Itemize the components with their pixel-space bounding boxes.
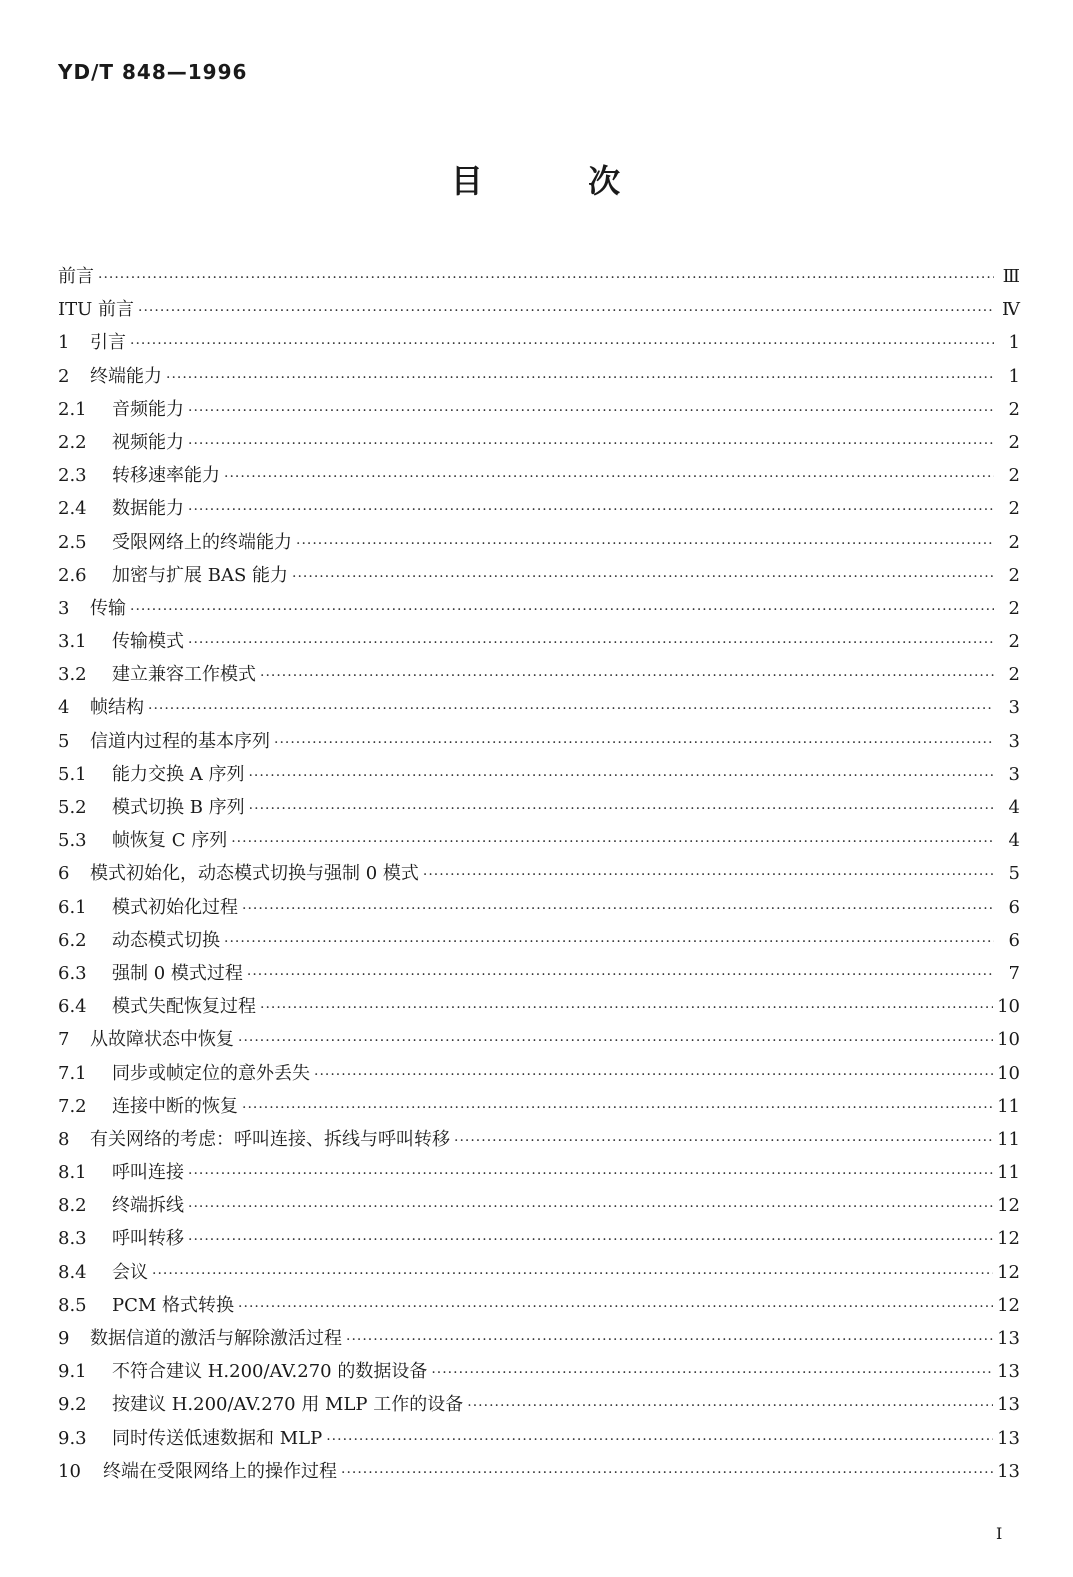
toc-entry-page: 4 — [1008, 830, 1020, 852]
toc-entry[interactable] — [58, 260, 1020, 293]
toc-entry-number: 8.1 — [58, 1162, 87, 1184]
toc-entry[interactable] — [58, 1222, 1020, 1255]
dot-leader — [166, 362, 994, 395]
toc-entry-number: 9.1 — [58, 1361, 87, 1383]
toc-entry-number: 2.2 — [58, 431, 87, 453]
toc-entry[interactable] — [58, 957, 1020, 990]
toc-entry-number: 6 — [58, 863, 70, 885]
toc-entry-number: 4 — [58, 697, 70, 719]
toc-entry-number: 3.1 — [58, 631, 87, 653]
dot-leader — [238, 1025, 993, 1058]
toc-entry-page: 1 — [1008, 365, 1020, 387]
dot-leader — [341, 1457, 993, 1490]
toc-entry-title: 受限网络上的终端能力 — [112, 531, 292, 553]
toc-entry[interactable] — [58, 1057, 1020, 1090]
toc-entry-page: 12 — [997, 1261, 1020, 1283]
toc-entry-page: 13 — [997, 1460, 1020, 1482]
page-title: 目 次 — [450, 162, 623, 200]
toc-entry-page: 2 — [1008, 498, 1020, 520]
toc-entry-number: 5 — [58, 730, 70, 752]
toc-entry-title: 帧恢复 C 序列 — [112, 830, 228, 852]
toc-entry[interactable] — [58, 1023, 1020, 1056]
toc-entry[interactable] — [58, 459, 1020, 492]
toc-entry-title: 终端能力 — [90, 365, 162, 387]
toc-entry-page: 13 — [997, 1394, 1020, 1416]
dot-leader — [423, 859, 994, 892]
dot-leader — [274, 727, 994, 760]
dot-leader — [188, 494, 994, 527]
dot-leader — [188, 627, 994, 660]
dot-leader — [98, 262, 994, 295]
toc-entry-page: 2 — [1008, 531, 1020, 553]
toc-entry-number: 5.2 — [58, 797, 87, 818]
toc-entry-page: 10 — [997, 996, 1020, 1018]
toc-entry-title: 视频能力 — [112, 431, 184, 453]
toc-entry-page: 2 — [1008, 631, 1020, 653]
toc-entry[interactable] — [58, 326, 1020, 359]
toc-entry[interactable] — [58, 924, 1020, 957]
toc-entry-number: 7.2 — [58, 1095, 87, 1117]
dot-leader — [314, 1059, 993, 1092]
toc-entry-title: 动态模式切换 — [112, 929, 220, 951]
toc-entry[interactable] — [58, 1355, 1020, 1388]
toc-entry-page: 3 — [1008, 763, 1020, 785]
page-number: I — [996, 1524, 1003, 1543]
toc-entry-title: 前言 — [58, 266, 94, 287]
toc-entry-page: 2 — [1008, 398, 1020, 420]
toc-entry-title: 帧结构 — [90, 697, 144, 719]
toc-entry[interactable] — [58, 1189, 1020, 1222]
toc-entry-number: 2 — [58, 365, 70, 387]
dot-leader — [431, 1357, 993, 1390]
toc-entry-number: 8.4 — [58, 1261, 87, 1283]
dot-leader — [454, 1125, 993, 1158]
dot-leader — [130, 328, 994, 361]
dot-leader — [247, 959, 994, 992]
toc-entry-page: 7 — [1008, 962, 1020, 984]
toc-entry-title: 按建议 H.200/AV.270 用 MLP 工作的设备 — [112, 1394, 464, 1416]
toc-entry-page: Ⅳ — [1002, 299, 1020, 321]
toc-entry-number: 8.3 — [58, 1228, 87, 1250]
toc-entry-title: 不符合建议 H.200/AV.270 的数据设备 — [112, 1361, 428, 1383]
toc-entry-page: 11 — [997, 1162, 1020, 1184]
toc-entry-page: 5 — [1008, 863, 1020, 885]
toc-entry-title: 信道内过程的基本序列 — [90, 730, 270, 752]
toc-entry[interactable] — [58, 990, 1020, 1023]
toc-entry[interactable] — [58, 360, 1020, 393]
toc-entry-title: 数据信道的激活与解除激活过程 — [90, 1328, 342, 1349]
toc-entry-page: 6 — [1008, 929, 1020, 951]
toc-entry-number: 2.4 — [58, 498, 87, 520]
toc-entry-page: 2 — [1008, 664, 1020, 686]
toc-entry-page: 2 — [1008, 564, 1020, 586]
dot-leader — [242, 893, 994, 926]
toc-entry[interactable] — [58, 725, 1020, 758]
toc-entry-title: 加密与扩展 BAS 能力 — [112, 564, 289, 586]
toc-entry-number: 2.6 — [58, 564, 87, 586]
toc-entry[interactable] — [58, 1123, 1020, 1156]
toc-entry-title: 音频能力 — [112, 398, 184, 420]
dot-leader — [249, 793, 994, 826]
dot-leader — [224, 461, 994, 494]
toc-entry-title: 能力交换 A 序列 — [112, 763, 245, 785]
toc-entry-page: 13 — [997, 1328, 1020, 1349]
toc-entry-page: 12 — [997, 1294, 1020, 1316]
toc-entry-page: 11 — [997, 1095, 1020, 1117]
toc-entry-page: 11 — [997, 1128, 1020, 1150]
toc-entry-page: 2 — [1008, 431, 1020, 453]
toc-entry-title: 呼叫连接 — [112, 1162, 184, 1184]
toc-entry[interactable] — [58, 758, 1020, 791]
toc-entry-number: 1 — [58, 332, 70, 354]
dot-leader — [188, 395, 994, 428]
dot-leader — [260, 992, 993, 1025]
toc-entry-title: 同步或帧定位的意外丢失 — [112, 1062, 310, 1084]
toc-entry-page: 2 — [1008, 465, 1020, 487]
dot-leader — [326, 1424, 993, 1457]
toc-entry-title: 终端拆线 — [112, 1195, 184, 1217]
toc-entry-page: 12 — [997, 1195, 1020, 1217]
toc-entry-title: 终端在受限网络上的操作过程 — [103, 1460, 337, 1482]
toc-entry[interactable] — [58, 1156, 1020, 1189]
toc-entry-number: 2.5 — [58, 531, 87, 553]
toc-entry-page: 6 — [1008, 896, 1020, 918]
toc-entry-page: 13 — [997, 1427, 1020, 1449]
toc-entry[interactable] — [58, 824, 1020, 857]
standard-code: YD/T 848—1996 — [58, 60, 248, 84]
toc-entry[interactable] — [58, 526, 1020, 559]
toc-entry-number: 10 — [58, 1460, 81, 1482]
toc-entry[interactable] — [58, 658, 1020, 691]
toc-entry-number: 5.1 — [58, 763, 87, 785]
toc-entry[interactable] — [58, 293, 1020, 326]
toc-entry-page: 10 — [997, 1062, 1020, 1084]
toc-entry-number: 6.3 — [58, 962, 87, 984]
dot-leader — [130, 594, 994, 627]
toc-entry-number: 9 — [58, 1328, 70, 1349]
toc-entry-number: 8 — [58, 1128, 70, 1150]
dot-leader — [292, 561, 994, 594]
toc-entry-title: 同时传送低速数据和 MLP — [112, 1427, 323, 1449]
toc-entry-page: 3 — [1008, 730, 1020, 752]
toc-entry[interactable] — [58, 1322, 1020, 1355]
dot-leader — [238, 1291, 993, 1324]
toc-entry-title: 模式初始化，动态模式切换与强制 0 模式 — [90, 863, 419, 885]
table-of-contents — [58, 260, 1020, 1488]
toc-entry[interactable] — [58, 625, 1020, 658]
toc-entry-number: 9.2 — [58, 1394, 87, 1416]
toc-entry-page: 1 — [1008, 332, 1020, 354]
toc-entry[interactable] — [58, 1090, 1020, 1123]
toc-entry[interactable] — [58, 492, 1020, 525]
toc-entry-title: 模式失配恢复过程 — [112, 996, 256, 1018]
toc-entry-title: PCM 格式转换 — [112, 1294, 235, 1316]
toc-entry-number: 7.1 — [58, 1062, 87, 1084]
toc-entry-title: 有关网络的考虑：呼叫连接、拆线与呼叫转移 — [90, 1128, 450, 1150]
dot-leader — [224, 926, 994, 959]
toc-entry-number: 9.3 — [58, 1427, 87, 1449]
dot-leader — [260, 660, 994, 693]
toc-entry-title: 模式切换 B 序列 — [112, 797, 245, 818]
dot-leader — [188, 1158, 993, 1191]
toc-entry-title: 从故障状态中恢复 — [90, 1029, 234, 1051]
dot-leader — [248, 760, 994, 793]
toc-entry-number: 2.1 — [58, 398, 87, 420]
toc-entry-page: 4 — [1008, 797, 1020, 818]
toc-entry-title: 模式初始化过程 — [112, 896, 238, 918]
toc-entry-title: 引言 — [90, 332, 126, 354]
toc-entry-number: 8.5 — [58, 1294, 87, 1316]
dot-leader — [138, 295, 994, 328]
toc-entry-number: 3.2 — [58, 664, 87, 686]
toc-entry-number: 5.3 — [58, 830, 87, 852]
toc-entry-title: ITU 前言 — [58, 299, 135, 321]
toc-entry-page: 13 — [997, 1361, 1020, 1383]
dot-leader — [346, 1324, 993, 1357]
toc-entry[interactable] — [58, 1256, 1020, 1289]
toc-entry[interactable] — [58, 1422, 1020, 1455]
toc-entry[interactable] — [58, 393, 1020, 426]
toc-entry-title: 呼叫转移 — [112, 1228, 184, 1250]
toc-entry-title: 会议 — [112, 1261, 148, 1283]
toc-entry[interactable] — [58, 1289, 1020, 1322]
toc-entry-page: 3 — [1008, 697, 1020, 719]
toc-entry-title: 建立兼容工作模式 — [112, 664, 256, 686]
dot-leader — [148, 693, 994, 726]
dot-leader — [188, 1191, 993, 1224]
toc-entry[interactable] — [58, 592, 1020, 625]
dot-leader — [467, 1390, 993, 1423]
toc-entry-page: 12 — [997, 1228, 1020, 1250]
dot-leader — [231, 826, 994, 859]
toc-entry[interactable] — [58, 559, 1020, 592]
toc-entry[interactable] — [58, 1455, 1020, 1488]
toc-entry-page: 10 — [997, 1029, 1020, 1051]
toc-entry-title: 连接中断的恢复 — [112, 1095, 238, 1117]
toc-entry-page: Ⅲ — [1002, 266, 1020, 287]
toc-entry[interactable] — [58, 1388, 1020, 1421]
toc-entry[interactable] — [58, 791, 1020, 824]
toc-entry[interactable] — [58, 426, 1020, 459]
dot-leader — [242, 1092, 993, 1125]
toc-entry-title: 数据能力 — [112, 498, 184, 520]
toc-entry[interactable] — [58, 891, 1020, 924]
toc-entry-page: 2 — [1008, 597, 1020, 619]
dot-leader — [188, 428, 994, 461]
toc-entry-title: 传输模式 — [112, 631, 184, 653]
toc-entry-number: 3 — [58, 597, 70, 619]
toc-entry-title: 转移速率能力 — [112, 465, 220, 487]
toc-entry[interactable] — [58, 691, 1020, 724]
toc-entry-number: 7 — [58, 1029, 70, 1051]
dot-leader — [296, 528, 994, 561]
toc-entry-number: 6.2 — [58, 929, 87, 951]
toc-entry-number: 2.3 — [58, 465, 87, 487]
toc-entry-number: 6.4 — [58, 996, 87, 1018]
dot-leader — [152, 1258, 993, 1291]
toc-entry[interactable] — [58, 857, 1020, 890]
toc-entry-title: 强制 0 模式过程 — [112, 962, 243, 984]
toc-entry-title: 传输 — [90, 597, 126, 619]
toc-entry-number: 6.1 — [58, 896, 87, 918]
dot-leader — [188, 1224, 993, 1257]
toc-entry-number: 8.2 — [58, 1195, 87, 1217]
